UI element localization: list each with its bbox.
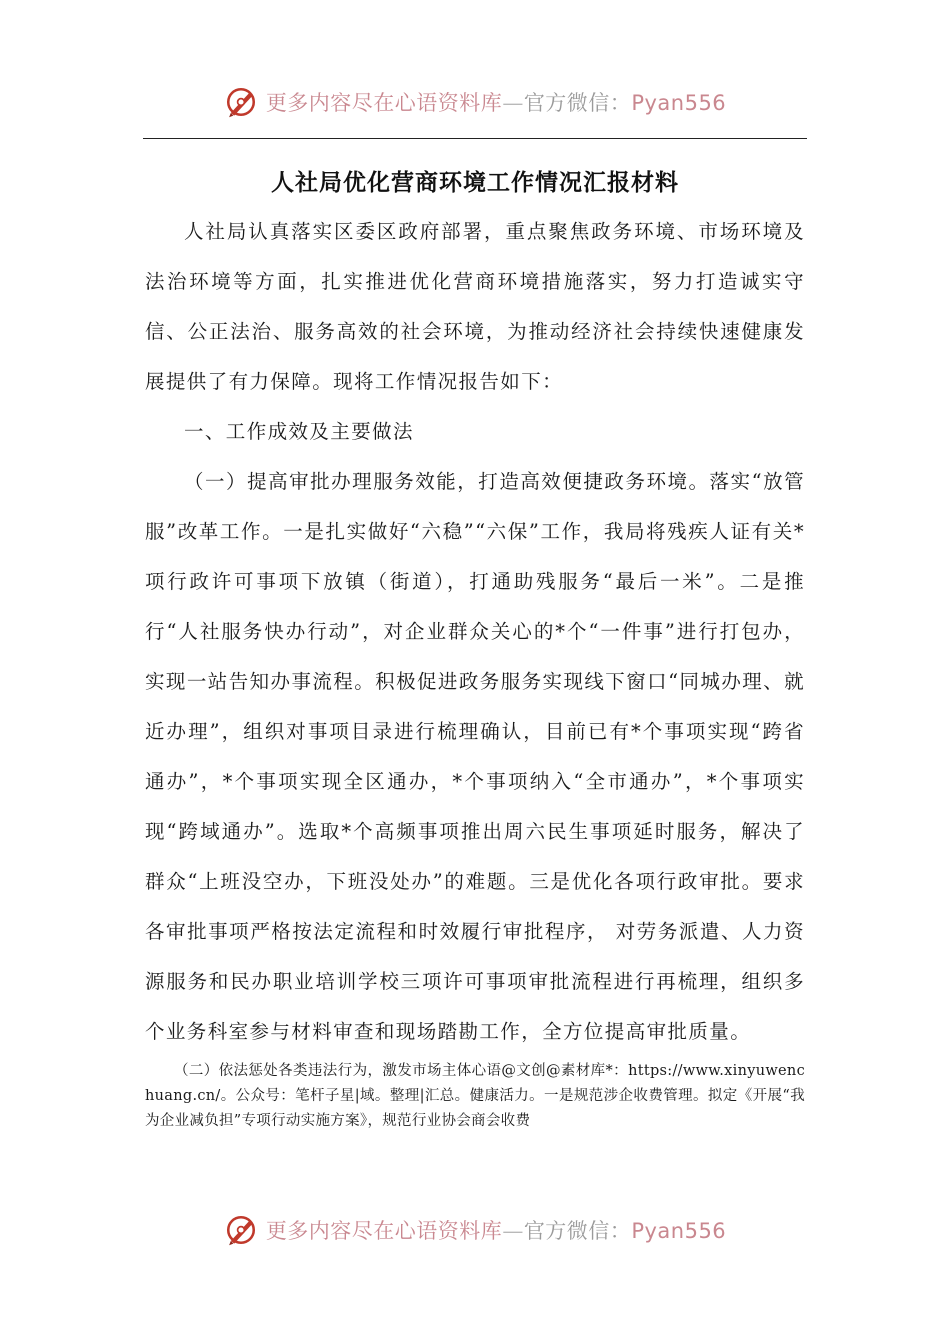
- document-title: 人社局优化营商环境工作情况汇报材料: [271, 170, 679, 196]
- pen-logo-icon: [224, 1213, 258, 1247]
- footer-banner: [0, 1206, 950, 1254]
- paragraph-section-2: （二）依法惩处各类违法行为，激发市场主体心语@文创@素材库*：https://www.xinyuwenchuang.cn/。公众号：笔杆子星|域。整理|汇总。健康活力。一是规范涉企收费管理。拟定《开展“我为企业减负担”专项行动实施方案》，规范行业协会商会收费: [145, 1063, 805, 1129]
- banner-text: [266, 1215, 726, 1245]
- banner-text: [266, 87, 726, 117]
- banner-wechat-label: 官方微信：: [523, 1219, 632, 1243]
- section-heading: 一、工作成效及主要做法: [184, 420, 414, 443]
- paragraph-intro: 人社局认真落实区委区政府部署，重点聚焦政务环境、市场环境及法治环境等方面，扎实推进优化营商环境措施落实，努力打造诚实守信、公正法治、服务高效的社会环境，为推动经济社会持续快速健康发展提供了有力保障。现将工作情况报告如下：: [145, 220, 805, 393]
- document-body: [145, 207, 805, 1134]
- banner-wechat-id: Pyan556: [631, 1219, 727, 1243]
- banner-prefix: 更多内容尽在心语资料库: [265, 91, 503, 115]
- paragraph-section-1: （一）提高审批办理服务效能，打造高效便捷政务环境。落实“放管服”改革工作。一是扎实做好“六稳”“六保”工作，我局将残疾人证有关*项行政许可事项下放镇（街道），打通助残服务“最后一米”。二是推行“人社服务快办行动”，对企业群众关心的*个“一件事”进行打包办，实现一站告知办事流程。积极促进政务服务实现线下窗口“同城办理、就近办理”，组织对事项目录进行梳理确认，目前已有*个事项实现“跨省通办”，*个事项实现全区通办，*个事项纳入“全市通办”，*个事项实现“跨域通办”。选取*个高频事项推出周六民生事项延时服务，解决了群众“上班没空办，下班没处办”的难题。三是优化各项行政审批。要求各审批事项严格按法定流程和时效履行审批程序， 对劳务派遣、人力资源服务和民办职业培训学校三项许可事项审批流程进行再梳理，组织多个业务科室参与材料审查和现场踏勘工作，全方位提高审批质量。: [145, 470, 805, 1043]
- banner-dash: —: [502, 1219, 524, 1243]
- header-rule: [143, 138, 807, 139]
- pen-logo-icon: [224, 85, 258, 119]
- header-banner: [0, 78, 950, 126]
- banner-wechat-label: 官方微信：: [523, 91, 632, 115]
- banner-dash: —: [502, 91, 524, 115]
- banner-wechat-id: Pyan556: [631, 91, 727, 115]
- banner-prefix: 更多内容尽在心语资料库: [265, 1219, 503, 1243]
